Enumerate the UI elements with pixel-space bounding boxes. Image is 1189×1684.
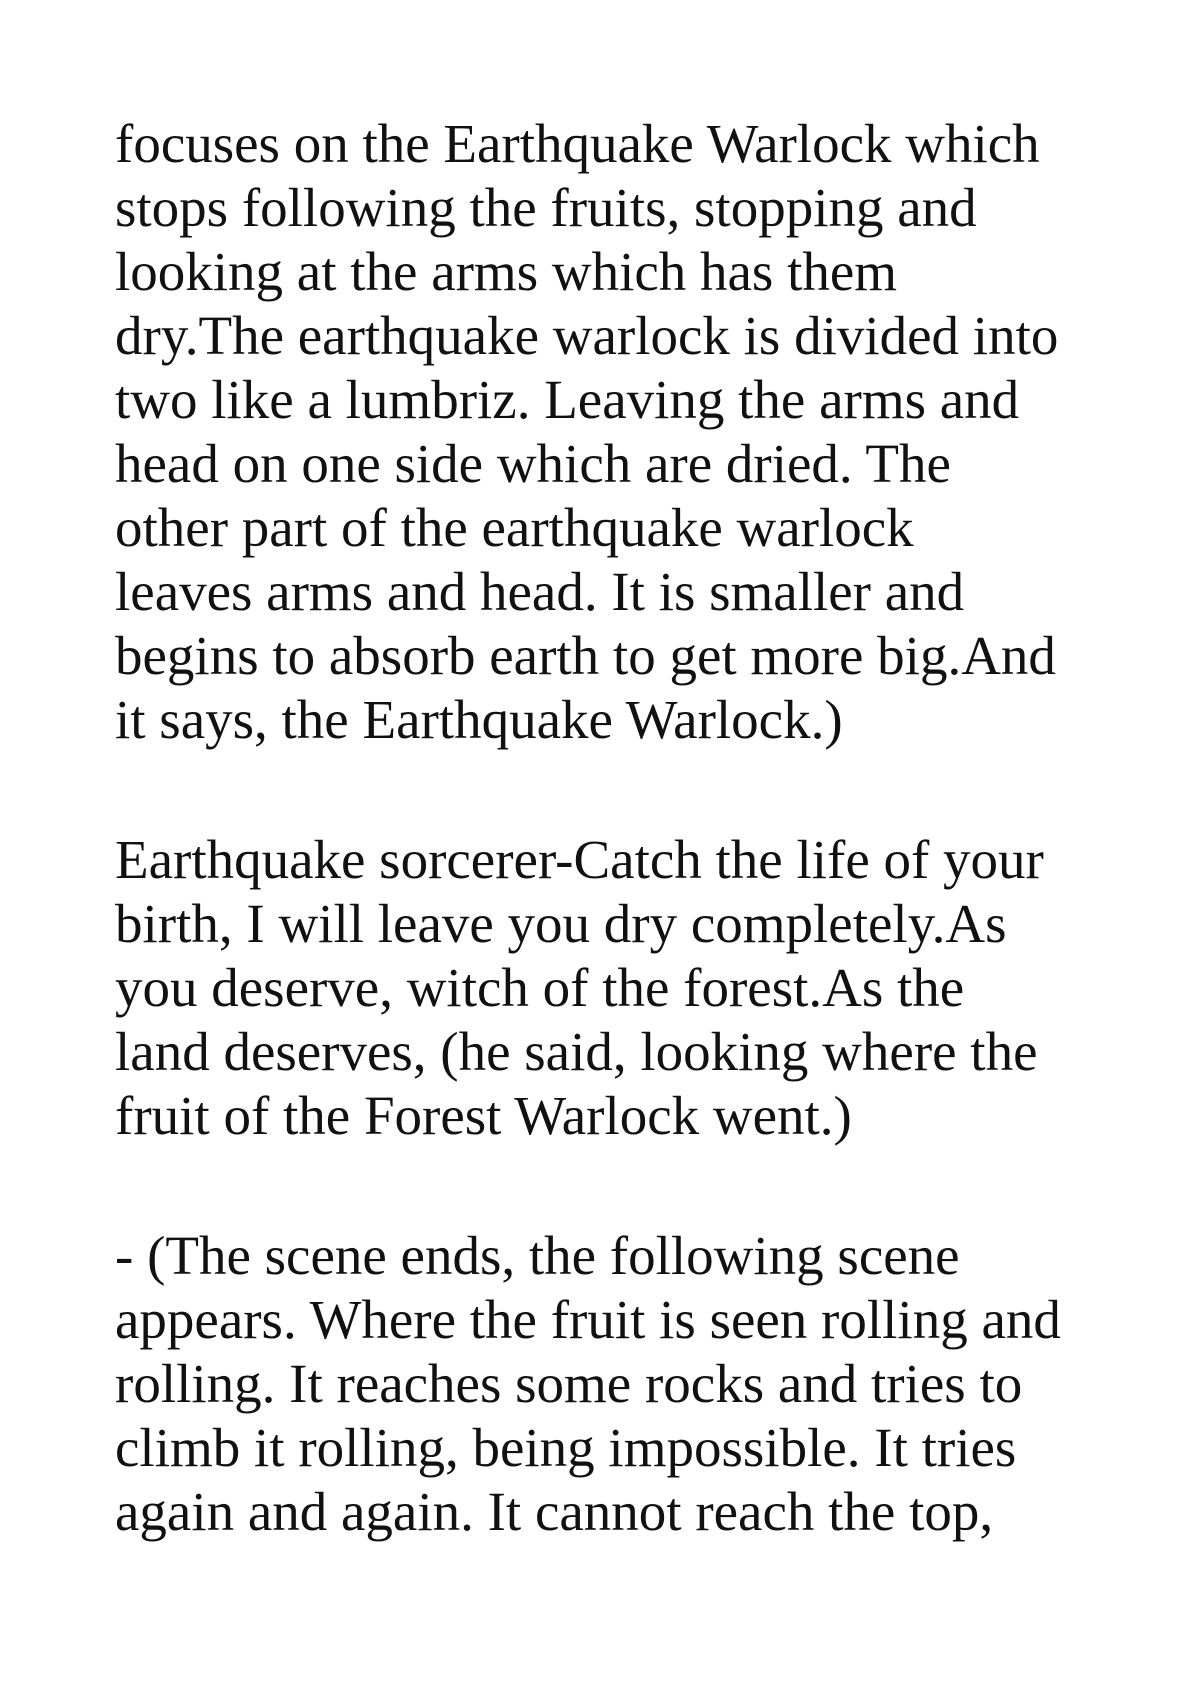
text-line: fruit of the Forest Warlock went.) — [115, 1085, 852, 1146]
text-line: begins to absorb earth to get more big.And — [115, 625, 1056, 686]
text-line: rolling. It reaches some rocks and tries to — [115, 1353, 1023, 1414]
text-line: appears. Where the fruit is seen rolling and — [115, 1289, 1061, 1350]
text-line: climb it rolling, being impossible. It tries — [115, 1417, 1017, 1478]
text-line: birth, I will leave you dry completely.As — [115, 893, 1007, 954]
text-line: other part of the earthquake warlock — [115, 497, 914, 558]
text-line: again and again. It cannot reach the top, — [115, 1481, 994, 1542]
text-line: land deserves, (he said, looking where the — [115, 1021, 1038, 1082]
text-line: you deserve, witch of the forest.As the — [115, 957, 965, 1018]
text-line: head on one side which are dried. The — [115, 433, 951, 494]
text-line: leaves arms and head. It is smaller and — [115, 561, 965, 622]
text-line: dry.The earthquake warlock is divided into — [115, 305, 1059, 366]
text-line: stops following the fruits, stopping and — [115, 177, 977, 238]
text-line: it says, the Earthquake Warlock.) — [115, 689, 843, 750]
text-line: focuses on the Earthquake Warlock which — [115, 113, 1040, 174]
text-line: two like a lumbriz. Leaving the arms and — [115, 369, 1020, 430]
text-line: - (The scene ends, the following scene — [115, 1225, 960, 1286]
text-line: looking at the arms which has them — [115, 241, 898, 302]
text-line: Earthquake sorcerer-Catch the life of your — [115, 829, 1044, 890]
